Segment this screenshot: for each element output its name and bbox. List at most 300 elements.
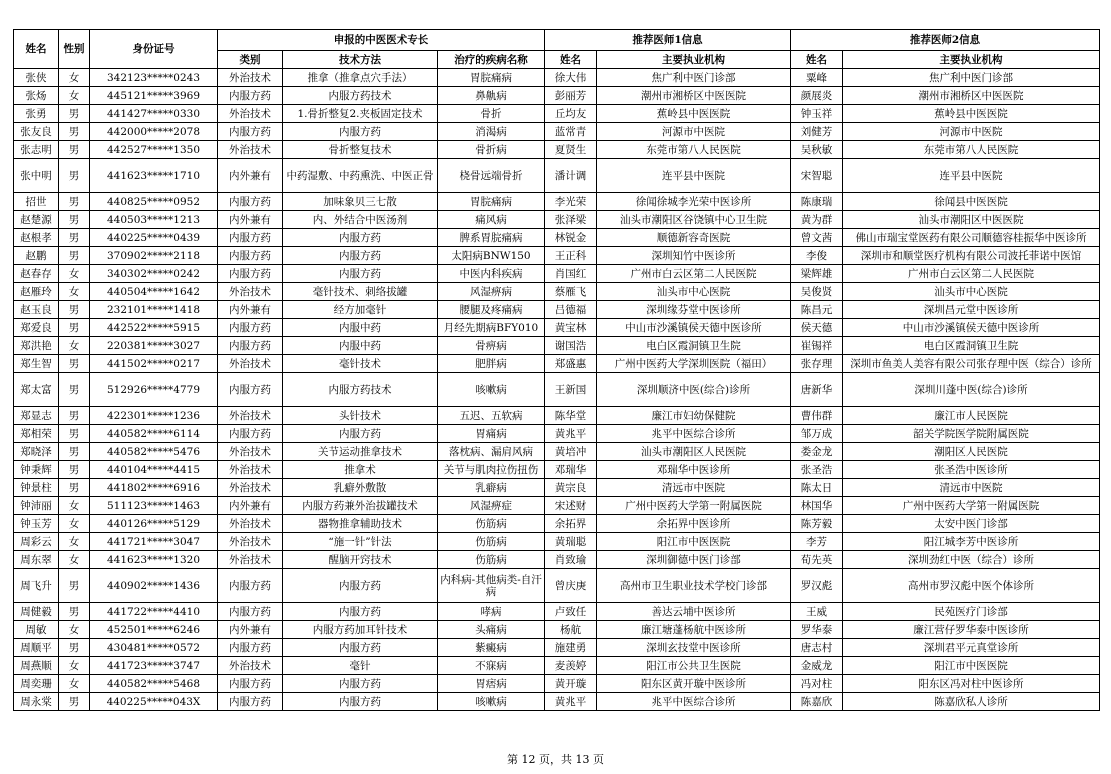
cell-category: 外治技术 (218, 479, 283, 497)
cell-category: 外治技术 (218, 407, 283, 425)
cell-doctor2-name: 陈昌元 (791, 301, 843, 319)
cell-id: 370902*****2118 (90, 247, 218, 265)
cell-doctor1-org: 善达云埔中医诊所 (597, 603, 791, 621)
cell-disease: 五迟、五软病 (438, 407, 545, 425)
cell-doctor1-name: 施建勇 (545, 639, 597, 657)
cell-disease: 头痛病 (438, 621, 545, 639)
cell-name: 张中明 (14, 159, 59, 193)
table-row (14, 283, 1100, 301)
cell-category: 内服方药 (218, 87, 283, 105)
cell-gender: 女 (59, 265, 90, 283)
cell-disease: 落枕病、漏肩风病 (438, 443, 545, 461)
cell-gender: 男 (59, 443, 90, 461)
cell-id: 440104*****4415 (90, 461, 218, 479)
cell-doctor1-name: 麦羡婷 (545, 657, 597, 675)
cell-gender: 男 (59, 569, 90, 603)
cell-doctor2-org: 汕头市中心医院 (843, 283, 1100, 301)
roster-table (13, 29, 1100, 711)
table-row (14, 657, 1100, 675)
table-row (14, 621, 1100, 639)
cell-gender: 男 (59, 603, 90, 621)
cell-doctor2-name: 曹伟群 (791, 407, 843, 425)
table-row (14, 533, 1100, 551)
cell-doctor1-name: 徐大伟 (545, 69, 597, 87)
cell-doctor1-name: 曾庆庚 (545, 569, 597, 603)
header-expertise-group: 申报的中医医术专长 (218, 30, 545, 51)
cell-doctor2-name: 罗汉彪 (791, 569, 843, 603)
cell-name: 周顺平 (14, 639, 59, 657)
header-row-1 (14, 30, 1100, 51)
cell-doctor1-org: 汕头市潮阳区谷饶镇中心卫生院 (597, 211, 791, 229)
cell-gender: 男 (59, 373, 90, 407)
cell-doctor1-name: 夏贤生 (545, 141, 597, 159)
cell-id: 440825*****0952 (90, 193, 218, 211)
cell-name: 钟秉辉 (14, 461, 59, 479)
cell-doctor1-org: 河源市中医院 (597, 123, 791, 141)
cell-technique: 毫针技术 (283, 355, 438, 373)
header-doctor1-org: 主要执业机构 (597, 51, 791, 69)
cell-doctor2-name: 粟峰 (791, 69, 843, 87)
cell-technique: 内服方药技术 (283, 373, 438, 407)
cell-name: 周彩云 (14, 533, 59, 551)
cell-doctor1-name: 卢致任 (545, 603, 597, 621)
cell-doctor1-org: 徐闻徐城李光荣中医诊所 (597, 193, 791, 211)
cell-doctor2-org: 深圳市和顺堂医疗机构有限公司波托菲诺中医馆 (843, 247, 1100, 265)
cell-doctor2-org: 河源市中医院 (843, 123, 1100, 141)
header-id: 身份证号 (90, 30, 218, 69)
cell-doctor1-name: 肖国红 (545, 265, 597, 283)
cell-gender: 男 (59, 693, 90, 711)
cell-gender: 男 (59, 301, 90, 319)
cell-disease: 肥胖病 (438, 355, 545, 373)
cell-gender: 女 (59, 657, 90, 675)
cell-doctor2-org: 焦广利中医门诊部 (843, 69, 1100, 87)
table-row (14, 443, 1100, 461)
cell-doctor1-org: 蕉岭县中医医院 (597, 105, 791, 123)
cell-technique: 毫针技术、刺络拔罐 (283, 283, 438, 301)
cell-category: 外治技术 (218, 551, 283, 569)
cell-doctor2-name: 张存理 (791, 355, 843, 373)
cell-category: 外治技术 (218, 355, 283, 373)
cell-disease: 胃脘痛病 (438, 69, 545, 87)
header-doctor2-name: 姓名 (791, 51, 843, 69)
cell-name: 招世 (14, 193, 59, 211)
cell-category: 外治技术 (218, 105, 283, 123)
cell-name: 赵春存 (14, 265, 59, 283)
cell-doctor2-org: 佛山市瑞宝堂医药有限公司顺德容桂振华中医诊所 (843, 229, 1100, 247)
cell-name: 周敏 (14, 621, 59, 639)
header-doctor1-group: 推荐医师1信息 (545, 30, 791, 51)
cell-technique: 头针技术 (283, 407, 438, 425)
cell-id: 440225*****043X (90, 693, 218, 711)
cell-doctor1-name: 李光荣 (545, 193, 597, 211)
cell-technique: 醒脑开窍技术 (283, 551, 438, 569)
table-row (14, 105, 1100, 123)
roster-table-container (13, 29, 1099, 711)
cell-category: 内外兼有 (218, 301, 283, 319)
cell-doctor2-name: 李芳 (791, 533, 843, 551)
cell-doctor2-org: 陈嘉欣私人诊所 (843, 693, 1100, 711)
cell-technique: 毫针 (283, 657, 438, 675)
cell-doctor1-org: 广州中医药大学深圳医院（福田） (597, 355, 791, 373)
cell-doctor1-name: 黄开璇 (545, 675, 597, 693)
cell-gender: 女 (59, 337, 90, 355)
cell-doctor2-org: 东莞市第八人民医院 (843, 141, 1100, 159)
header-name: 姓名 (14, 30, 59, 69)
cell-technique: 推拿术 (283, 461, 438, 479)
cell-technique: 关节运动推拿技术 (283, 443, 438, 461)
cell-doctor1-name: 黄培冲 (545, 443, 597, 461)
cell-name: 郑显志 (14, 407, 59, 425)
table-row (14, 229, 1100, 247)
cell-doctor2-org: 民苑医疗门诊部 (843, 603, 1100, 621)
cell-doctor1-name: 林锐金 (545, 229, 597, 247)
cell-disease: 乳癖病 (438, 479, 545, 497)
cell-id: 441623*****1320 (90, 551, 218, 569)
cell-doctor1-org: 汕头市潮阳区人民医院 (597, 443, 791, 461)
cell-doctor2-name: 张圣浩 (791, 461, 843, 479)
table-row (14, 69, 1100, 87)
cell-doctor1-org: 邓瑞华中医诊所 (597, 461, 791, 479)
cell-technique: 骨折整复技术 (283, 141, 438, 159)
cell-doctor2-org: 电白区霞洞镇卫生院 (843, 337, 1100, 355)
cell-doctor1-org: 深圳缘芬堂中医诊所 (597, 301, 791, 319)
cell-name: 郑洪艳 (14, 337, 59, 355)
cell-id: 440582*****5468 (90, 675, 218, 693)
cell-gender: 女 (59, 621, 90, 639)
cell-doctor1-name: 谢国浩 (545, 337, 597, 355)
cell-disease: 腰腿及疼痛病 (438, 301, 545, 319)
cell-technique: 内服方药 (283, 247, 438, 265)
table-row (14, 319, 1100, 337)
cell-technique: 经方加毫针 (283, 301, 438, 319)
cell-gender: 女 (59, 69, 90, 87)
cell-technique: 内服方药 (283, 229, 438, 247)
cell-doctor1-name: 蔡雁飞 (545, 283, 597, 301)
cell-category: 外治技术 (218, 533, 283, 551)
cell-gender: 女 (59, 87, 90, 105)
cell-gender: 女 (59, 515, 90, 533)
cell-id: 342123*****0243 (90, 69, 218, 87)
cell-doctor1-org: 阳江市中医医院 (597, 533, 791, 551)
cell-disease: 胃痞病 (438, 675, 545, 693)
cell-disease: 太阳病BNW150 (438, 247, 545, 265)
cell-id: 440902*****1436 (90, 569, 218, 603)
cell-name: 钟沛丽 (14, 497, 59, 515)
cell-doctor1-name: 王正科 (545, 247, 597, 265)
cell-doctor2-org: 阳江城李芳中医诊所 (843, 533, 1100, 551)
cell-name: 张志明 (14, 141, 59, 159)
cell-name: 郑相荣 (14, 425, 59, 443)
cell-name: 周飞升 (14, 569, 59, 603)
cell-doctor1-name: 黄兆平 (545, 425, 597, 443)
cell-category: 外治技术 (218, 69, 283, 87)
table-row (14, 211, 1100, 229)
cell-id: 442522*****5915 (90, 319, 218, 337)
cell-doctor2-name: 曾文茜 (791, 229, 843, 247)
cell-disease: 脾系胃脘痛病 (438, 229, 545, 247)
cell-doctor2-name: 侯天德 (791, 319, 843, 337)
cell-doctor1-org: 兆平中医综合诊所 (597, 425, 791, 443)
cell-doctor2-org: 廉江营仔罗华泰中医诊所 (843, 621, 1100, 639)
cell-technique: “施一针”针法 (283, 533, 438, 551)
table-row (14, 193, 1100, 211)
cell-doctor2-name: 唐新华 (791, 373, 843, 407)
cell-category: 内服方药 (218, 265, 283, 283)
cell-name: 周燕顺 (14, 657, 59, 675)
table-row (14, 355, 1100, 373)
cell-doctor2-name: 罗华泰 (791, 621, 843, 639)
cell-doctor2-org: 深圳劲红中医（综合）诊所 (843, 551, 1100, 569)
table-row (14, 87, 1100, 105)
cell-id: 440582*****5476 (90, 443, 218, 461)
header-gender: 性别 (59, 30, 90, 69)
cell-name: 张炀 (14, 87, 59, 105)
cell-gender: 男 (59, 319, 90, 337)
cell-doctor2-org: 深圳川蓬中医(综合)诊所 (843, 373, 1100, 407)
cell-id: 441802*****6916 (90, 479, 218, 497)
cell-id: 220381*****3027 (90, 337, 218, 355)
cell-name: 周健毅 (14, 603, 59, 621)
cell-doctor2-name: 刘健芳 (791, 123, 843, 141)
cell-category: 内服方药 (218, 229, 283, 247)
cell-doctor2-org: 蕉岭县中医医院 (843, 105, 1100, 123)
cell-doctor2-name: 颜展炎 (791, 87, 843, 105)
cell-doctor1-name: 宋述财 (545, 497, 597, 515)
cell-doctor2-name: 吴俊贤 (791, 283, 843, 301)
cell-disease: 骨折病 (438, 141, 545, 159)
cell-doctor1-org: 深圳顺济中医(综合)诊所 (597, 373, 791, 407)
cell-disease: 伤筋病 (438, 551, 545, 569)
table-row (14, 265, 1100, 283)
cell-id: 441502*****0217 (90, 355, 218, 373)
cell-doctor2-org: 汕头市潮阳区中医医院 (843, 211, 1100, 229)
cell-category: 外治技术 (218, 283, 283, 301)
cell-category: 内服方药 (218, 337, 283, 355)
cell-category: 内服方药 (218, 123, 283, 141)
cell-name: 周永棠 (14, 693, 59, 711)
cell-doctor1-org: 广州市白云区第二人民医院 (597, 265, 791, 283)
table-row (14, 373, 1100, 407)
cell-disease: 骨折 (438, 105, 545, 123)
cell-disease: 咳嗽病 (438, 373, 545, 407)
cell-disease: 月经先期病BFY010 (438, 319, 545, 337)
cell-doctor2-name: 李俊 (791, 247, 843, 265)
cell-name: 周东翠 (14, 551, 59, 569)
cell-doctor1-org: 东莞市第八人民医院 (597, 141, 791, 159)
cell-category: 外治技术 (218, 461, 283, 479)
cell-name: 郑太富 (14, 373, 59, 407)
cell-doctor1-name: 郑盛惠 (545, 355, 597, 373)
cell-doctor1-name: 黄宝林 (545, 319, 597, 337)
table-row (14, 569, 1100, 603)
cell-doctor2-name: 金威龙 (791, 657, 843, 675)
cell-doctor1-name: 王新国 (545, 373, 597, 407)
header-disease: 治疗的疾病名称 (438, 51, 545, 69)
cell-category: 内服方药 (218, 569, 283, 603)
cell-gender: 男 (59, 229, 90, 247)
cell-category: 内服方药 (218, 425, 283, 443)
cell-doctor2-org: 清远市中医院 (843, 479, 1100, 497)
cell-name: 赵根孝 (14, 229, 59, 247)
cell-technique: 内服方药加耳针技术 (283, 621, 438, 639)
cell-id: 442000*****2078 (90, 123, 218, 141)
cell-doctor2-name: 陈芳毅 (791, 515, 843, 533)
cell-disease: 胃脘痛病 (438, 193, 545, 211)
table-row (14, 693, 1100, 711)
cell-gender: 男 (59, 639, 90, 657)
table-row (14, 123, 1100, 141)
cell-category: 内外兼有 (218, 159, 283, 193)
cell-disease: 关节与肌肉拉伤扭伤 (438, 461, 545, 479)
header-technique: 技术方法 (283, 51, 438, 69)
cell-gender: 男 (59, 159, 90, 193)
cell-technique: 内服方药 (283, 675, 438, 693)
cell-technique: 器物推拿辅助技术 (283, 515, 438, 533)
cell-doctor2-org: 潮州市湘桥区中医医院 (843, 87, 1100, 105)
cell-technique: 内服方药 (283, 603, 438, 621)
table-row (14, 603, 1100, 621)
cell-doctor2-org: 高州市罗汉彪中医个体诊所 (843, 569, 1100, 603)
cell-doctor2-org: 中山市沙溪镇侯天德中医诊所 (843, 319, 1100, 337)
cell-doctor2-name: 王威 (791, 603, 843, 621)
header-doctor2-group: 推荐医师2信息 (791, 30, 1100, 51)
table-row (14, 407, 1100, 425)
cell-category: 内服方药 (218, 639, 283, 657)
cell-name: 赵楚源 (14, 211, 59, 229)
cell-name: 张友良 (14, 123, 59, 141)
cell-doctor1-org: 阳江市公共卫生医院 (597, 657, 791, 675)
table-row (14, 639, 1100, 657)
cell-doctor1-org: 廉江市妇幼保健院 (597, 407, 791, 425)
table-row (14, 141, 1100, 159)
cell-technique: 内服方药兼外治拔罐技术 (283, 497, 438, 515)
cell-doctor2-org: 阳东区冯对柱中医诊所 (843, 675, 1100, 693)
cell-category: 外治技术 (218, 515, 283, 533)
cell-id: 440126*****5129 (90, 515, 218, 533)
cell-disease: 骨痹病 (438, 337, 545, 355)
cell-doctor2-name: 宋智聪 (791, 159, 843, 193)
cell-name: 张侠 (14, 69, 59, 87)
cell-doctor2-org: 张圣浩中医诊所 (843, 461, 1100, 479)
cell-id: 422301*****1236 (90, 407, 218, 425)
cell-disease: 伤筋病 (438, 533, 545, 551)
cell-doctor1-name: 吕德福 (545, 301, 597, 319)
cell-category: 内服方药 (218, 319, 283, 337)
cell-technique: 内服方药 (283, 693, 438, 711)
cell-category: 内外兼有 (218, 621, 283, 639)
cell-doctor2-org: 徐闻县中医医院 (843, 193, 1100, 211)
cell-technique: 1.骨折整复2.夹板固定技术 (283, 105, 438, 123)
cell-technique: 内服方药 (283, 425, 438, 443)
table-row (14, 159, 1100, 193)
cell-doctor1-org: 潮州市湘桥区中医医院 (597, 87, 791, 105)
cell-technique: 内服中药 (283, 319, 438, 337)
header-category: 类别 (218, 51, 283, 69)
table-row (14, 301, 1100, 319)
cell-doctor1-org: 阳东区黄开璇中医诊所 (597, 675, 791, 693)
cell-disease: 鼻鼽病 (438, 87, 545, 105)
cell-name: 赵雁玲 (14, 283, 59, 301)
cell-id: 511123*****1463 (90, 497, 218, 515)
cell-name: 郑生智 (14, 355, 59, 373)
cell-id: 440582*****6114 (90, 425, 218, 443)
cell-doctor1-org: 连平县中医院 (597, 159, 791, 193)
cell-category: 内服方药 (218, 247, 283, 265)
cell-doctor1-name: 陈华堂 (545, 407, 597, 425)
cell-category: 外治技术 (218, 141, 283, 159)
page-footer: 第 12 页，共 13 页 (507, 753, 604, 766)
cell-doctor1-org: 广州中医药大学第一附属医院 (597, 497, 791, 515)
cell-gender: 女 (59, 283, 90, 301)
cell-technique: 乳癖外敷散 (283, 479, 438, 497)
cell-id: 441721*****3047 (90, 533, 218, 551)
cell-doctor1-org: 兆平中医综合诊所 (597, 693, 791, 711)
cell-doctor1-name: 黄兆平 (545, 693, 597, 711)
table-row (14, 675, 1100, 693)
table-row (14, 461, 1100, 479)
cell-doctor2-org: 太安中医门诊部 (843, 515, 1100, 533)
cell-doctor1-org: 廉江塘蓬杨航中医诊所 (597, 621, 791, 639)
cell-doctor1-org: 顺德新容奇医院 (597, 229, 791, 247)
cell-disease: 痛风病 (438, 211, 545, 229)
cell-disease: 风湿痹症 (438, 497, 545, 515)
cell-name: 钟玉芳 (14, 515, 59, 533)
header-doctor2-org: 主要执业机构 (843, 51, 1100, 69)
cell-doctor2-name: 娄金龙 (791, 443, 843, 461)
cell-disease: 中医内科疾病 (438, 265, 545, 283)
cell-disease: 风湿痹病 (438, 283, 545, 301)
cell-doctor2-name: 冯对柱 (791, 675, 843, 693)
cell-doctor2-name: 黄为群 (791, 211, 843, 229)
cell-gender: 男 (59, 247, 90, 265)
table-row (14, 247, 1100, 265)
cell-doctor2-name: 钟玉祥 (791, 105, 843, 123)
cell-name: 钟景柱 (14, 479, 59, 497)
cell-doctor2-org: 廉江市人民医院 (843, 407, 1100, 425)
cell-gender: 男 (59, 461, 90, 479)
cell-name: 张勇 (14, 105, 59, 123)
cell-doctor1-org: 深圳御德中医门诊部 (597, 551, 791, 569)
cell-id: 441427*****0330 (90, 105, 218, 123)
cell-gender: 男 (59, 193, 90, 211)
cell-doctor1-org: 电白区霞洞镇卫生院 (597, 337, 791, 355)
cell-doctor2-name: 陈康瑞 (791, 193, 843, 211)
header-doctor1-name: 姓名 (545, 51, 597, 69)
cell-category: 内服方药 (218, 373, 283, 407)
cell-name: 赵玉良 (14, 301, 59, 319)
cell-disease: 哮病 (438, 603, 545, 621)
cell-disease: 不寐病 (438, 657, 545, 675)
cell-doctor1-name: 杨航 (545, 621, 597, 639)
cell-doctor2-name: 陈太日 (791, 479, 843, 497)
table-row (14, 551, 1100, 569)
cell-gender: 男 (59, 211, 90, 229)
cell-doctor1-name: 邓瑞华 (545, 461, 597, 479)
cell-technique: 内、外结合中医汤剂 (283, 211, 438, 229)
cell-doctor1-name: 余拓界 (545, 515, 597, 533)
table-body (14, 69, 1100, 711)
cell-doctor1-org: 清远市中医院 (597, 479, 791, 497)
cell-id: 441623*****1710 (90, 159, 218, 193)
cell-doctor2-org: 阳江市中医医院 (843, 657, 1100, 675)
cell-doctor1-org: 高州市卫生职业技术学校门诊部 (597, 569, 791, 603)
cell-id: 441723*****3747 (90, 657, 218, 675)
cell-doctor1-name: 潘计调 (545, 159, 597, 193)
cell-gender: 男 (59, 407, 90, 425)
cell-id: 445121*****3969 (90, 87, 218, 105)
cell-id: 440503*****1213 (90, 211, 218, 229)
